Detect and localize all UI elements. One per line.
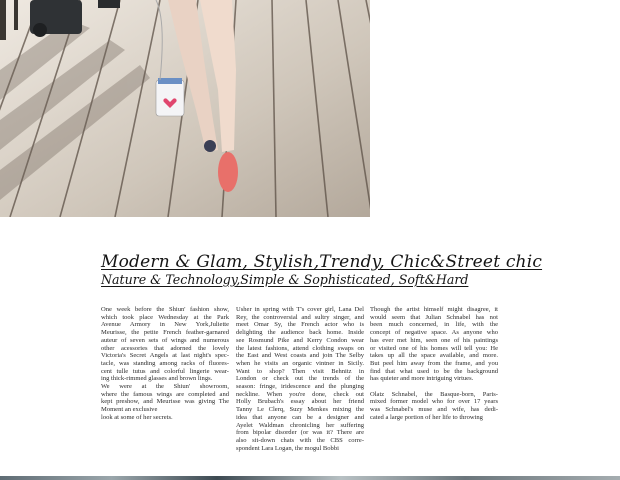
article-line: Moment an exclusive [101,406,158,414]
article-line: meet Omar Sy, the French actor who is [236,321,364,329]
article-column-1 [101,306,229,422]
article-line: Though the artist himself might disagree, it [370,306,498,313]
article-line [370,383,498,391]
article-line: been much concerned, in life, with the [370,321,498,329]
subheadline: Nature & Technology,Simple & Sophisticated, Soft&Hard [101,272,469,287]
headline: Modern & Glam, Stylish,Trendy, Chic&Street chic [101,252,543,272]
article-column-3 [370,306,498,422]
article-line: mixed former model who for over 17 years [370,398,498,406]
photo-illustration [0,0,370,217]
article-line: concept of negative space. As anyone who [370,329,498,337]
article-line: kept preshow, and Meurisse was giving The [101,398,229,406]
article-line: season: fringe, iridescence and the plunging [236,383,364,391]
article-line: auteur of seven sets of wings and numerous [101,336,229,344]
article-line: other acessories that adorned the lovely [101,344,229,352]
article-line: Victoria's Secret Angels at last night's spec- [101,352,229,360]
article-line: when he visits an organic vintner in Sicily. [236,359,364,367]
article-line: But peel him away from the frame, and you [370,359,498,367]
article-line: neckline. When you're done, check out [236,390,364,398]
article-line: spondent Lara Logan, the mogul Bobbi [236,444,339,452]
article-line: Usher in spring with T's cover girl, Lana Del [236,306,364,313]
article-line: also sit-down chats with the CBS corre- [236,436,364,444]
article-line: look at some of her secrets. [101,413,173,421]
article-line: cent tulle tutus and colorful lingerie wear- [101,367,229,375]
article-line: which took place Wednesday at the Park [101,313,229,321]
article-line: Olatz Schnabel, the Basque-born, Paris- [370,390,498,398]
article-line: find that what used to be the background [370,367,498,375]
article-line: Meurisse, the petite French feather-garnared [101,329,229,337]
bottom-photo-strip [0,476,620,480]
article-line: has quieter and more intriguing virtues. [370,375,474,383]
article-line: delighting the audience back home. Inside [236,329,364,337]
boardwalk-photo [0,0,370,217]
article-line: the East and West coasts and join The Selby [236,352,364,360]
article-line: London or check out the trends of the [236,375,364,383]
article-line: Holly Brubach's essay about her friend [236,398,364,406]
article-line: the latest fashions, attend clothing swaps on [236,344,364,352]
article-line: One week before the Shiun' fashion show, [101,306,229,313]
article-line: cated a large portion of her life to throwing [370,413,483,421]
article-line: has ever met him, seen one of his paintings [370,336,498,344]
article-line: see Rosmund Pike and Kerry Condon wear [236,336,364,344]
article-line: from bipolar disorder (or was it? There are [236,429,364,437]
article-column-2 [236,306,364,452]
article-line: Ayelet Waldman chronicling her suffering [236,421,364,429]
article-line: takes up all the space available, and more. [370,352,498,360]
article-line: Rey, the controversial and sultry singer, and [236,313,364,321]
article-line: was Schnabel's muse and wife, has dedi- [370,406,498,414]
article-line: Avenue Armory in New York,Juliette [101,321,229,329]
article-line: Want to shop? Then visit Behnitz in [236,367,364,375]
article-line: We were at the Shiun' showroom, [101,383,229,391]
article-line: tacle, was standing among racks of fluores- [101,359,229,367]
article-line: idea that anyone can be a designer and [236,413,364,421]
article-line: ing thick-rimmed glasses and brown lings. [101,375,213,383]
article-line: where the famous wings are completed and [101,390,229,398]
article-line: or visited one of his homes will tell you: He [370,344,498,352]
article-line: would seem that Julian Schnabel has not [370,313,498,321]
article-line: Tanny Le Clerq, Suzy Menkes mixing the [236,406,364,414]
